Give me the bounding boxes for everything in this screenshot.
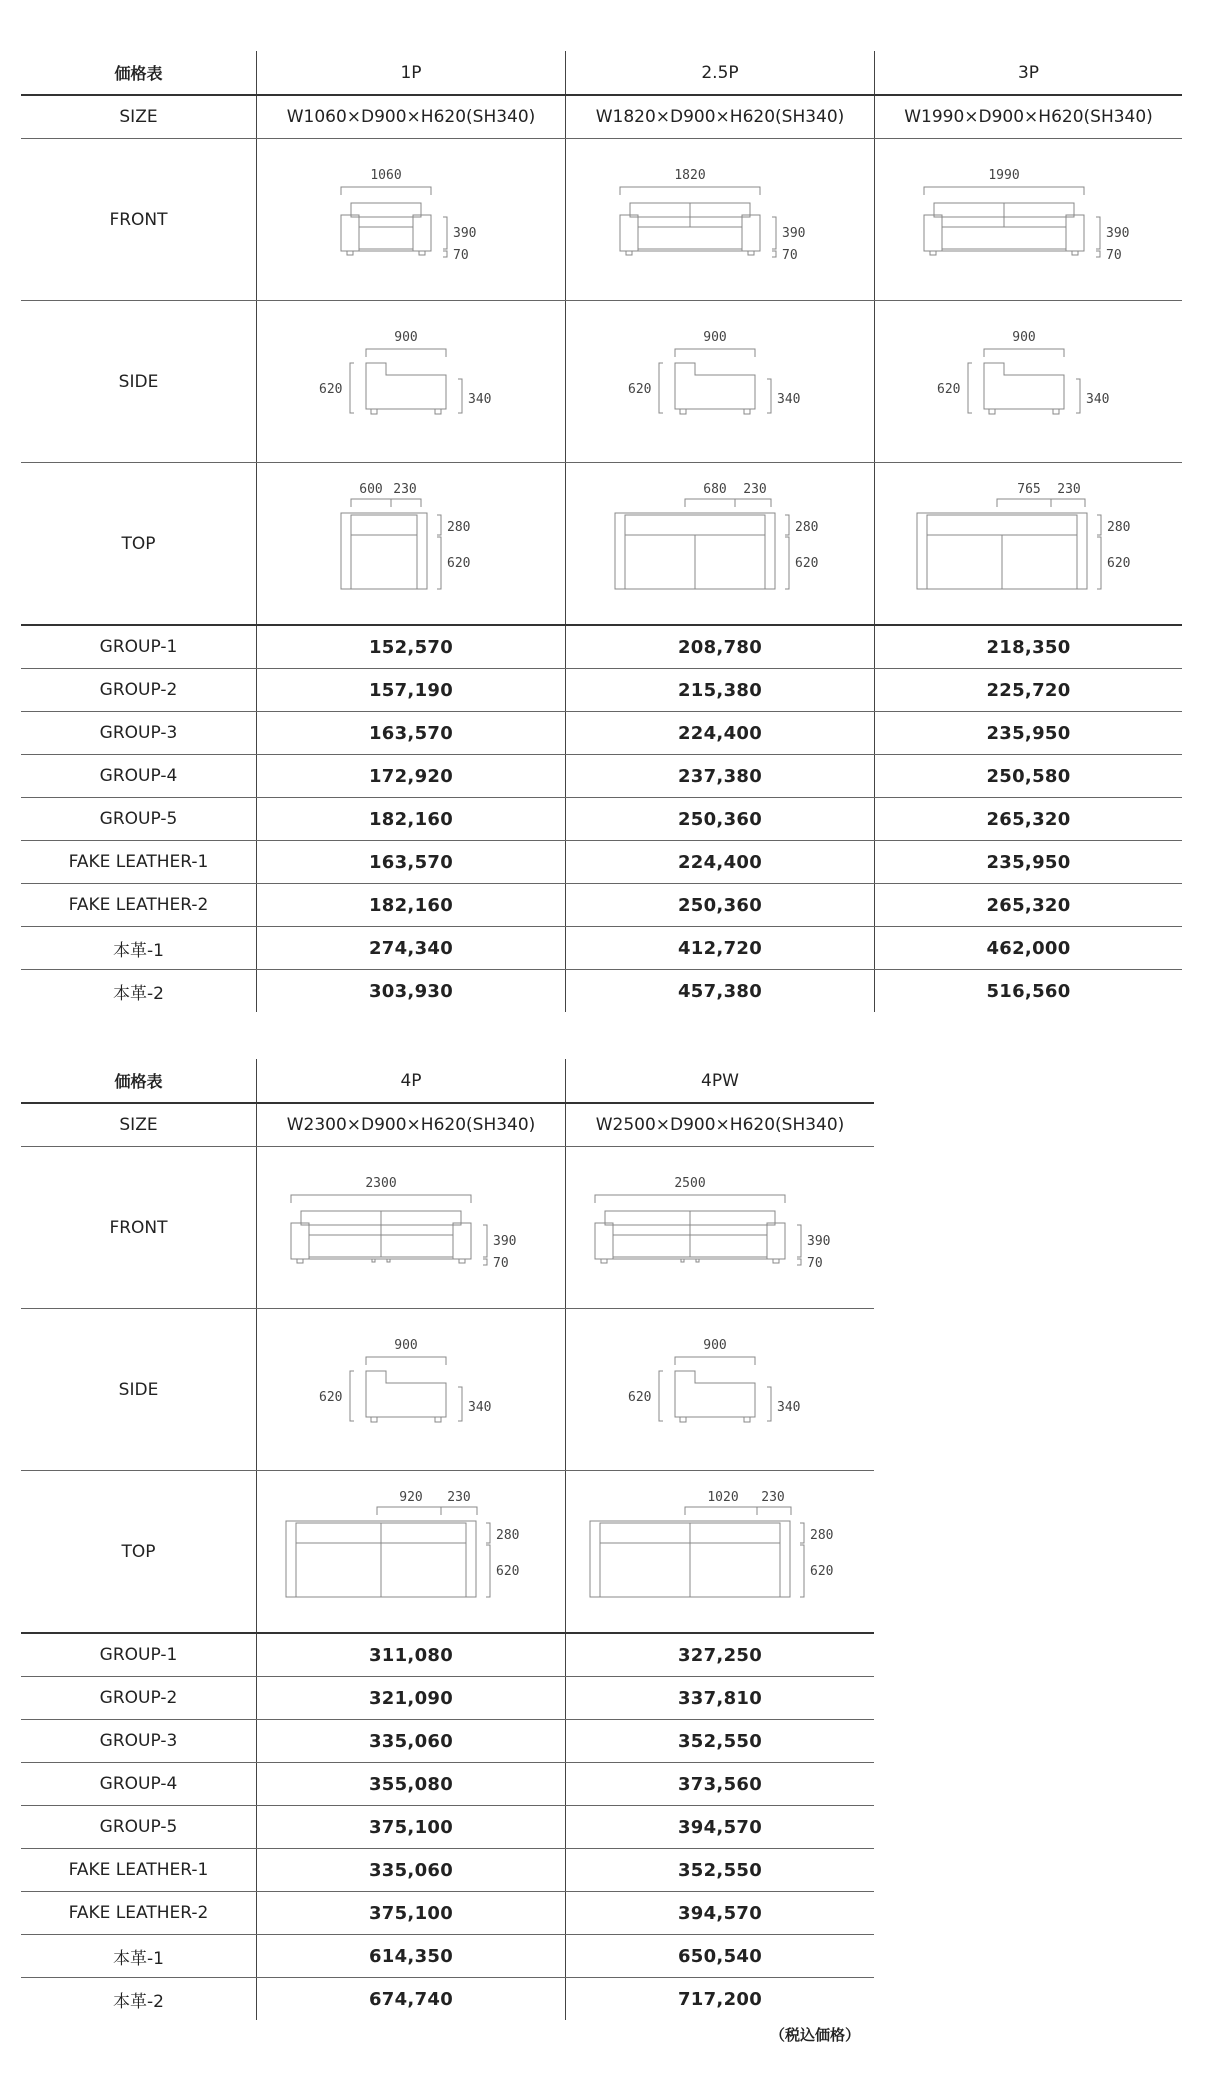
price-row xyxy=(21,884,1182,927)
front-diagram-cell xyxy=(565,1147,874,1308)
price-value: 373,560 xyxy=(565,1763,874,1805)
price-row xyxy=(21,626,1182,669)
price-value: 224,400 xyxy=(565,841,874,883)
price-row-label: FAKE LEATHER-2 xyxy=(68,1903,209,1923)
side-height-label: 620 xyxy=(319,381,343,397)
sofa-front-diagram xyxy=(590,1173,850,1283)
sofa-top-diagram xyxy=(909,479,1149,609)
top-h1-label: 280 xyxy=(810,1527,834,1543)
price-value: 235,950 xyxy=(874,712,1182,754)
top-h2-label: 620 xyxy=(1106,555,1130,571)
price-row-label: GROUP-5 xyxy=(99,1817,178,1837)
price-value: 355,080 xyxy=(256,1763,565,1805)
price-row-label: FAKE LEATHER-2 xyxy=(68,895,209,915)
price-value: 225,720 xyxy=(874,669,1182,711)
price-value: 337,810 xyxy=(565,1677,874,1719)
sofa-side-diagram xyxy=(620,327,820,437)
side-height-label: 620 xyxy=(628,381,652,397)
side-row xyxy=(21,301,1182,463)
column-header-4pw: 4PW xyxy=(565,1059,874,1102)
price-value: 265,320 xyxy=(874,884,1182,926)
price-value: 303,930 xyxy=(256,970,565,1012)
price-row xyxy=(21,669,1182,712)
header-label: 価格表 xyxy=(114,64,163,83)
top-label: TOP xyxy=(121,1541,156,1562)
side-height-label: 620 xyxy=(319,1389,343,1405)
price-value: 182,160 xyxy=(256,884,565,926)
front-width-label: 2500 xyxy=(674,1175,706,1191)
price-value: 237,380 xyxy=(565,755,874,797)
price-value: 650,540 xyxy=(565,1935,874,1977)
front-h1-label: 390 xyxy=(782,225,806,241)
price-row-label: GROUP-5 xyxy=(99,809,178,829)
price-row xyxy=(21,755,1182,798)
size-row xyxy=(21,96,1182,139)
side-seat-label: 340 xyxy=(777,1399,801,1415)
price-row xyxy=(21,1677,874,1720)
top-diagram-cell xyxy=(256,1471,565,1632)
top-h2-label: 620 xyxy=(447,555,471,571)
front-width-label: 1060 xyxy=(370,167,402,183)
price-value: 218,350 xyxy=(874,626,1182,668)
price-value: 311,080 xyxy=(256,1634,565,1676)
sofa-front-diagram xyxy=(610,165,830,275)
price-row xyxy=(21,1720,874,1763)
price-row xyxy=(21,841,1182,884)
top-b-label: 230 xyxy=(1056,481,1081,497)
price-value: 327,250 xyxy=(565,1634,874,1676)
price-value: 274,340 xyxy=(256,927,565,969)
side-seat-label: 340 xyxy=(777,391,801,407)
side-diagram-cell xyxy=(565,301,874,462)
price-value: 224,400 xyxy=(565,712,874,754)
price-value: 163,570 xyxy=(256,712,565,754)
price-row xyxy=(21,1849,874,1892)
column-header-4p: 4P xyxy=(256,1059,565,1102)
price-value: 394,570 xyxy=(565,1892,874,1934)
front-h2-label: 70 xyxy=(493,1255,509,1271)
size-value: W2300×D900×H620(SH340) xyxy=(256,1104,565,1146)
price-value: 375,100 xyxy=(256,1892,565,1934)
front-h1-label: 390 xyxy=(807,1233,831,1249)
side-diagram-cell xyxy=(256,301,565,462)
side-diagram-cell xyxy=(874,301,1182,462)
top-h1-label: 280 xyxy=(496,1527,520,1543)
top-diagram-cell xyxy=(256,463,565,624)
side-diagram-cell xyxy=(256,1309,565,1470)
price-row-label: FAKE LEATHER-1 xyxy=(68,1860,209,1880)
front-h2-label: 70 xyxy=(807,1255,823,1271)
price-table-2 xyxy=(21,1059,874,2020)
size-row xyxy=(21,1104,874,1147)
top-h2-label: 620 xyxy=(795,555,819,571)
top-diagram-cell xyxy=(565,463,874,624)
price-value: 375,100 xyxy=(256,1806,565,1848)
price-table-1 xyxy=(21,51,1182,1012)
front-width-label: 1820 xyxy=(674,167,706,183)
sofa-front-diagram xyxy=(331,165,491,275)
price-value: 516,560 xyxy=(874,970,1182,1012)
price-row-label: 本革-2 xyxy=(113,983,164,1004)
price-row-label: GROUP-1 xyxy=(99,1645,178,1665)
side-diagram-cell xyxy=(565,1309,874,1470)
price-value: 335,060 xyxy=(256,1720,565,1762)
top-h1-label: 280 xyxy=(447,519,471,535)
top-label: TOP xyxy=(121,533,156,554)
top-a-label: 765 xyxy=(1016,481,1041,497)
front-h1-label: 390 xyxy=(453,225,477,241)
price-value: 462,000 xyxy=(874,927,1182,969)
price-value: 152,570 xyxy=(256,626,565,668)
price-value: 674,740 xyxy=(256,1978,565,2020)
front-h2-label: 70 xyxy=(782,247,798,263)
sofa-front-diagram xyxy=(919,165,1139,275)
top-a-label: 600 xyxy=(359,481,383,497)
top-b-label: 230 xyxy=(393,481,417,497)
side-label: SIDE xyxy=(118,1379,159,1400)
price-row xyxy=(21,798,1182,841)
sofa-side-diagram xyxy=(311,327,511,437)
price-value: 250,360 xyxy=(565,798,874,840)
price-value: 172,920 xyxy=(256,755,565,797)
price-row-label: 本革-1 xyxy=(113,940,164,961)
sofa-top-diagram xyxy=(281,1487,541,1617)
price-value: 182,160 xyxy=(256,798,565,840)
sofa-front-diagram xyxy=(286,1173,536,1283)
sofa-top-diagram xyxy=(321,479,501,609)
price-row-label: GROUP-4 xyxy=(99,766,178,786)
price-row xyxy=(21,1892,874,1935)
price-row-label: GROUP-3 xyxy=(99,723,178,743)
table-header-row xyxy=(21,51,1182,96)
front-diagram-cell xyxy=(256,1147,565,1308)
front-diagram-cell xyxy=(874,139,1182,300)
side-row xyxy=(21,1309,874,1471)
table-header-row xyxy=(21,1059,874,1104)
price-row-label: GROUP-2 xyxy=(99,680,178,700)
side-label: SIDE xyxy=(118,371,159,392)
side-height-label: 620 xyxy=(628,1389,652,1405)
side-depth-label: 900 xyxy=(394,1337,418,1353)
top-h2-label: 620 xyxy=(496,1563,520,1579)
price-row-label: FAKE LEATHER-1 xyxy=(68,852,209,872)
top-b-label: 230 xyxy=(447,1489,471,1505)
price-row-label: GROUP-1 xyxy=(99,637,178,657)
side-depth-label: 900 xyxy=(1011,329,1036,345)
front-label: FRONT xyxy=(109,209,168,230)
price-value: 215,380 xyxy=(565,669,874,711)
price-value: 235,950 xyxy=(874,841,1182,883)
price-value: 412,720 xyxy=(565,927,874,969)
side-depth-label: 900 xyxy=(703,1337,727,1353)
price-row-label: GROUP-3 xyxy=(99,1731,178,1751)
size-value: W1990×D900×H620(SH340) xyxy=(874,96,1182,138)
top-diagram-cell xyxy=(565,1471,874,1632)
top-row xyxy=(21,463,1182,626)
size-label: SIZE xyxy=(119,107,158,127)
sofa-top-diagram xyxy=(605,479,835,609)
sofa-side-diagram xyxy=(929,327,1129,437)
top-h1-label: 280 xyxy=(795,519,819,535)
price-row-label: 本革-2 xyxy=(113,1991,164,2012)
size-value: W1060×D900×H620(SH340) xyxy=(256,96,565,138)
front-label: FRONT xyxy=(109,1217,168,1238)
price-value: 352,550 xyxy=(565,1849,874,1891)
top-diagram-cell xyxy=(874,463,1182,624)
price-value: 717,200 xyxy=(565,1978,874,2020)
side-seat-label: 340 xyxy=(1085,391,1109,407)
price-row xyxy=(21,1634,874,1677)
side-depth-label: 900 xyxy=(703,329,727,345)
price-value: 352,550 xyxy=(565,1720,874,1762)
top-h1-label: 280 xyxy=(1106,519,1130,535)
tax-included-note: （税込価格） xyxy=(770,2026,861,2044)
sofa-side-diagram xyxy=(311,1335,511,1445)
column-header-3p: 3P xyxy=(874,51,1182,94)
price-row xyxy=(21,1806,874,1849)
top-a-label: 920 xyxy=(399,1489,423,1505)
front-h1-label: 390 xyxy=(1105,225,1129,241)
price-row xyxy=(21,712,1182,755)
top-a-label: 680 xyxy=(703,481,727,497)
front-h1-label: 390 xyxy=(493,1233,517,1249)
price-value: 157,190 xyxy=(256,669,565,711)
front-h2-label: 70 xyxy=(1105,247,1122,263)
price-row xyxy=(21,970,1182,1012)
price-value: 208,780 xyxy=(565,626,874,668)
price-row-label: 本革-1 xyxy=(113,1948,164,1969)
price-row xyxy=(21,927,1182,970)
price-row xyxy=(21,1935,874,1978)
price-value: 250,360 xyxy=(565,884,874,926)
header-label: 価格表 xyxy=(114,1072,163,1091)
side-depth-label: 900 xyxy=(394,329,418,345)
size-value: W1820×D900×H620(SH340) xyxy=(565,96,874,138)
price-value: 335,060 xyxy=(256,1849,565,1891)
price-row xyxy=(21,1978,874,2020)
front-diagram-cell xyxy=(565,139,874,300)
column-header-1p: 1P xyxy=(256,51,565,94)
top-h2-label: 620 xyxy=(810,1563,834,1579)
price-value: 250,580 xyxy=(874,755,1182,797)
front-row xyxy=(21,1147,874,1309)
front-width-label: 2300 xyxy=(365,1175,397,1191)
sofa-top-diagram xyxy=(585,1487,855,1617)
front-row xyxy=(21,139,1182,301)
top-b-label: 230 xyxy=(743,481,767,497)
price-row-label: GROUP-4 xyxy=(99,1774,178,1794)
sofa-side-diagram xyxy=(620,1335,820,1445)
front-width-label: 1990 xyxy=(987,167,1020,183)
size-label: SIZE xyxy=(119,1115,158,1135)
top-row xyxy=(21,1471,874,1634)
price-value: 265,320 xyxy=(874,798,1182,840)
price-value: 321,090 xyxy=(256,1677,565,1719)
column-header-2-5p: 2.5P xyxy=(565,51,874,94)
side-seat-label: 340 xyxy=(468,391,492,407)
price-row xyxy=(21,1763,874,1806)
price-value: 394,570 xyxy=(565,1806,874,1848)
side-height-label: 620 xyxy=(936,381,960,397)
price-row-label: GROUP-2 xyxy=(99,1688,178,1708)
top-a-label: 1020 xyxy=(707,1489,739,1505)
side-seat-label: 340 xyxy=(468,1399,492,1415)
price-value: 614,350 xyxy=(256,1935,565,1977)
front-diagram-cell xyxy=(256,139,565,300)
top-b-label: 230 xyxy=(761,1489,785,1505)
price-value: 457,380 xyxy=(565,970,874,1012)
size-value: W2500×D900×H620(SH340) xyxy=(565,1104,874,1146)
price-value: 163,570 xyxy=(256,841,565,883)
front-h2-label: 70 xyxy=(453,247,469,263)
